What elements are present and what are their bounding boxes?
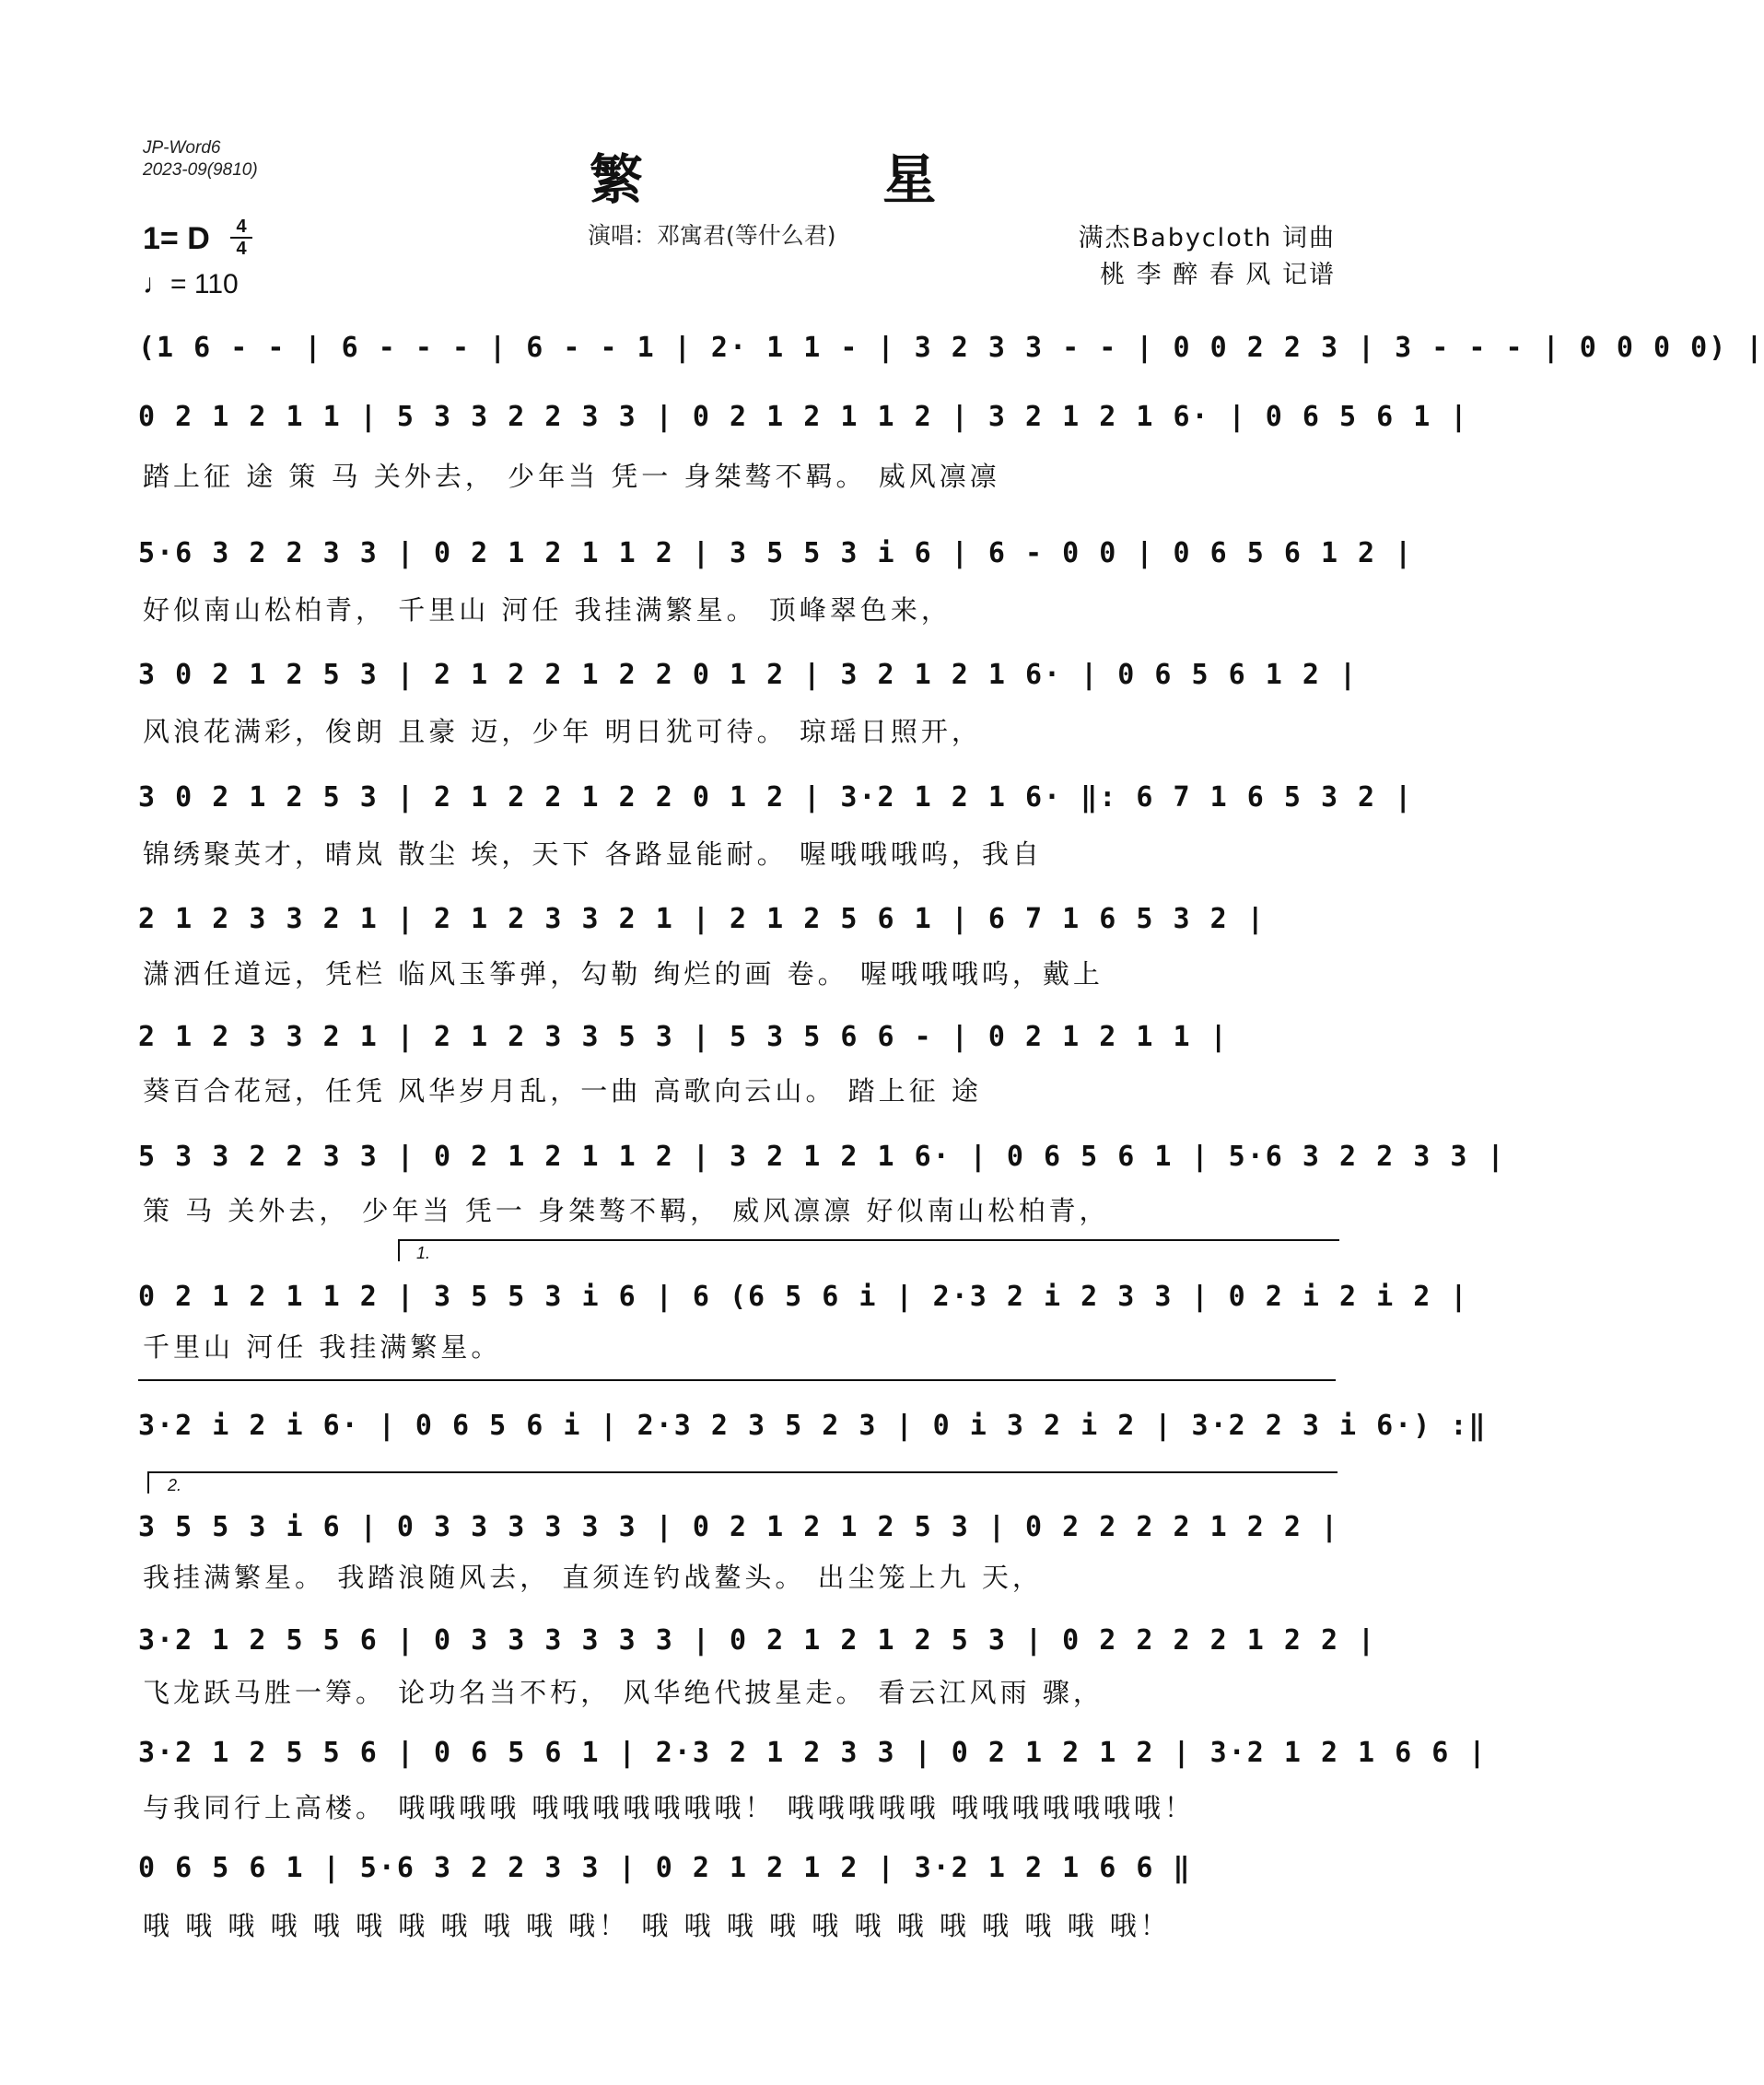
time-signature bbox=[230, 217, 252, 258]
lyrics-row-3: 好似南山松柏青， 千里山 河任 我挂满繁星。 顶峰翠色来， bbox=[143, 594, 952, 626]
key-signature: 1= D bbox=[143, 221, 210, 256]
lyrics-row-7: 葵百合花冠，任凭 风华岁月乱，一曲 高歌向云山。 踏上征 途 bbox=[143, 1075, 982, 1107]
score-row-4: 3 0 2 1 2 5 3 | 2 1 2 2 1 2 2 0 1 2 | 3 2 1 2 1 6· | 0 6 5 6 1 2 | bbox=[138, 659, 1359, 691]
score-row-6: 2 1 2 3 3 2 1 | 2 1 2 3 3 2 1 | 2 1 2 5 6 1 | 6 7 1 6 5 3 2 | bbox=[138, 903, 1266, 935]
lyrics-row-14: 哦 哦 哦 哦 哦 哦 哦 哦 哦 哦 哦！ 哦 哦 哦 哦 哦 哦 哦 哦 哦 哦 哦 哦！ bbox=[143, 1910, 1171, 1941]
volta-1-bracket bbox=[398, 1239, 1339, 1261]
lyrics-row-11: 我挂满繁星。 我踏浪随风去， 直须连钓战鳌头。 出尘笼上九 天， bbox=[143, 1562, 1043, 1593]
score-row-3: 5·6 3 2 2 3 3 | 0 2 1 2 1 1 2 | 3 5 5 3 i 6 | 6 - 0 0 | 0 6 5 6 1 2 | bbox=[138, 537, 1414, 569]
volta-1-number: 1. bbox=[416, 1244, 431, 1262]
transcriber-credit: 桃 李 醉 春 风 记谱 bbox=[1100, 261, 1336, 289]
volta-2-number: 2. bbox=[168, 1476, 182, 1494]
tempo-marking: ♩= 110 bbox=[143, 269, 239, 299]
score-row-14: 0 6 5 6 1 | 5·6 3 2 2 3 3 | 0 2 1 2 1 2 | 3·2 1 2 1 6 6 ‖ bbox=[138, 1852, 1192, 1884]
score-row-13: 3·2 1 2 5 5 6 | 0 6 5 6 1 | 2·3 2 1 2 3 3 | 0 2 1 2 1 2 | 3·2 1 2 1 6 6 | bbox=[138, 1737, 1488, 1769]
lyrics-row-4: 风浪花满彩，俊朗 且豪 迈，少年 明日犹可待。 琼瑶日照开， bbox=[143, 716, 982, 747]
volta-2-bracket bbox=[147, 1471, 1338, 1493]
score-row-12: 3·2 1 2 5 5 6 | 0 3 3 3 3 3 3 | 0 2 1 2 1 2 5 3 | 0 2 2 2 2 1 2 2 | bbox=[138, 1624, 1377, 1657]
score-row-5: 3 0 2 1 2 5 3 | 2 1 2 2 1 2 2 0 1 2 | 3·2 1 2 1 6· ‖: 6 7 1 6 5 3 2 | bbox=[138, 781, 1414, 814]
lyrics-row-12: 飞龙跃马胜一筹。 论功名当不朽， 风华绝代披星走。 看云江风雨 骤， bbox=[143, 1677, 1104, 1708]
score-row-9: 0 2 1 2 1 1 2 | 3 5 5 3 i 6 | 6 (6 5 6 i | 2·3 2 i 2 3 3 | 0 2 i 2 i 2 | bbox=[138, 1281, 1469, 1313]
lyrics-row-2: 踏上征 途 策 马 关外去， 少年当 凭一 身桀骜不羁。 威风凛凛 bbox=[143, 461, 1000, 492]
lyrics-row-5: 锦绣聚英才，晴岚 散尘 埃，天下 各路显能耐。 喔哦哦哦呜，我自 bbox=[143, 838, 1043, 870]
lyrics-row-13: 与我同行上高楼。 哦哦哦哦 哦哦哦哦哦哦哦！ 哦哦哦哦哦 哦哦哦哦哦哦哦！ bbox=[143, 1792, 1195, 1823]
lyrics-row-9: 千里山 河任 我挂满繁星。 bbox=[143, 1331, 502, 1363]
lyrics-row-8: 策 马 关外去， 少年当 凭一 身桀骜不羁， 威风凛凛 好似南山松柏青， bbox=[143, 1195, 1110, 1226]
score-row-2: 0 2 1 2 1 1 | 5 3 3 2 2 3 3 | 0 2 1 2 1 1 2 | 3 2 1 2 1 6· | 0 6 5 6 1 | bbox=[138, 401, 1469, 433]
score-row-10: 3·2 i 2 i 6· | 0 6 5 6 i | 2·3 2 3 5 2 3 | 0 i 3 2 i 2 | 3·2 2 3 i 6·) :‖ bbox=[138, 1410, 1488, 1442]
score-row-7: 2 1 2 3 3 2 1 | 2 1 2 3 3 5 3 | 5 3 5 6 6 - | 0 2 1 2 1 1 | bbox=[138, 1021, 1229, 1053]
composer-credit: 满杰Babycloth 词曲 bbox=[1078, 224, 1336, 252]
date-code: 2023-09(9810) bbox=[143, 160, 258, 180]
software-label: JP-Word6 bbox=[143, 138, 221, 158]
singer-credit: 演唱：邓寓君(等什么君) bbox=[588, 222, 836, 249]
score-row-8: 5 3 3 2 2 3 3 | 0 2 1 2 1 1 2 | 3 2 1 2 1 6· | 0 6 5 6 1 | 5·6 3 2 2 3 3 | bbox=[138, 1141, 1506, 1173]
time-signature-top: 4 bbox=[236, 217, 247, 237]
lyrics-row-6: 潇洒任道远，凭栏 临风玉筝弹，勾勒 绚烂的画 卷。 喔哦哦哦呜，戴上 bbox=[143, 958, 1104, 990]
volta-1-continuation-line bbox=[138, 1379, 1336, 1381]
score-row-11: 3 5 5 3 i 6 | 0 3 3 3 3 3 3 | 0 2 1 2 1 2 5 3 | 0 2 2 2 2 1 2 2 | bbox=[138, 1511, 1339, 1543]
time-signature-bottom: 4 bbox=[236, 239, 247, 259]
song-title: 繁 星 bbox=[590, 148, 1047, 211]
score-row-1: (1 6 - - | 6 - - - | 6 - - 1 | 2· 1 1 - | 3 2 3 3 - - | 0 0 2 2 3 | 3 - - - | 0 0 0 0) | bbox=[138, 332, 1764, 364]
